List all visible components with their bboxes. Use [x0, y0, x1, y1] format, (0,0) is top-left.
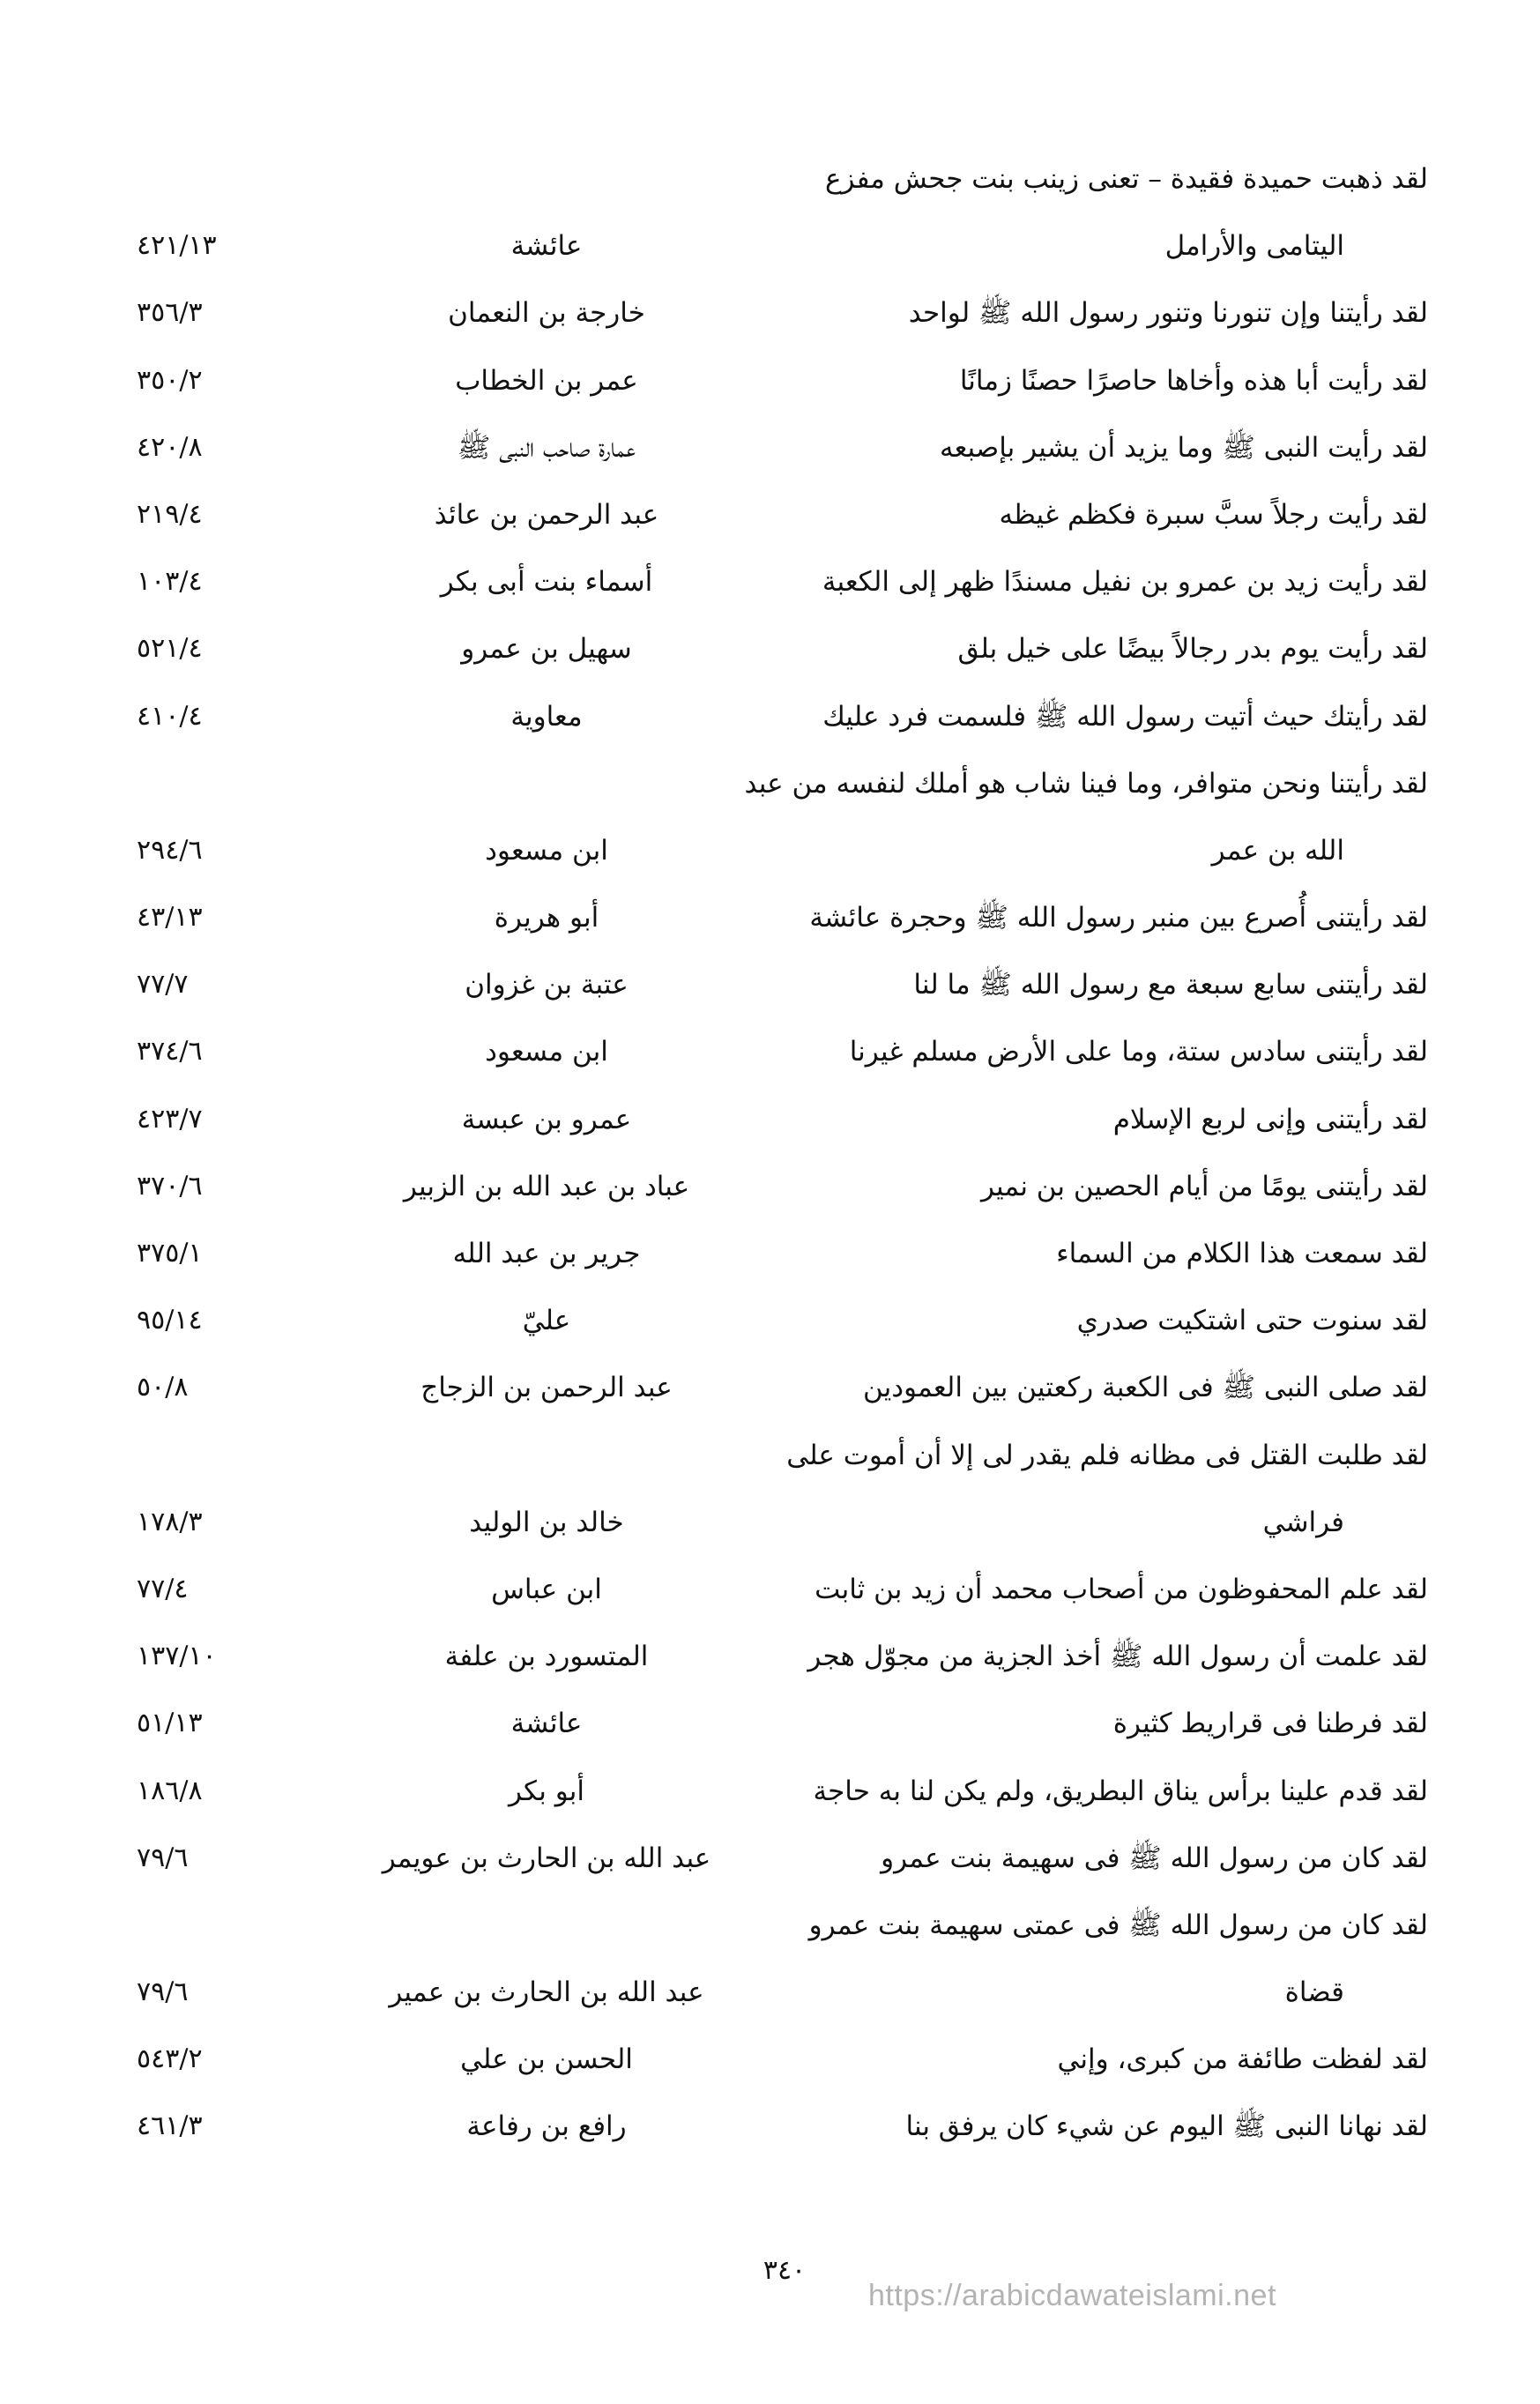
entry-narrator: خارجة بن النعمان [448, 297, 645, 330]
entry-text: لقد كان من رسول الله ﷺ فى عمتى سهيمة بنت عمرو [808, 1909, 1428, 1941]
entry-line [115, 884, 1428, 951]
entry-text: لقد رأيتنى يومًا من أيام الحصين بن نمير [980, 1170, 1428, 1202]
entry-text: لقد نهانا النبى ﷺ اليوم عن شيء كان يرفق بنا [905, 2110, 1428, 2143]
entry-line [115, 145, 1428, 212]
entry-line [115, 1825, 1428, 1892]
entry-line [115, 1623, 1428, 1690]
entry-narrator: أسماء بنت أبى بكر [440, 566, 653, 599]
entry-narrator: عبد الله بن الحارث بن عويمر [382, 1842, 711, 1874]
entry-reference: ٣٥٠/٢ [137, 364, 203, 396]
entry-reference: ١٠٣/٤ [137, 566, 203, 598]
entry-line [115, 1690, 1428, 1757]
entry-narrator: ابن مسعود [485, 1036, 608, 1068]
entry-line [115, 2093, 1428, 2160]
entry-text: لقد رأيتنى أُصرع بين منبر رسول الله ﷺ وحجرة عائشة [809, 902, 1428, 934]
entry-line [115, 1556, 1428, 1623]
entry-reference: ١٨٦/٨ [137, 1775, 203, 1806]
entry-narrator: ابن عباس [491, 1573, 602, 1605]
entry-text: لقد رأيتنى وإنى لربع الإسلام [1112, 1103, 1428, 1135]
entry-text-continuation: قضاة [1284, 1976, 1344, 2009]
entry-text: لقد سنوت حتى اشتكيت صدري [1076, 1305, 1428, 1337]
entry-reference: ٥٢١/٤ [137, 633, 203, 665]
entry-narrator: رافع بن رفاعة [466, 2110, 627, 2143]
entry-narrator: الحسن بن علي [460, 2043, 633, 2076]
entry-line [115, 212, 1428, 279]
entry-text: لقد رأيت رجلاً سبَّ سبرة فكظم غيظه [999, 498, 1428, 531]
entry-line [115, 750, 1428, 817]
entry-line [115, 817, 1428, 884]
entry-reference: ٤٢٣/٧ [137, 1103, 203, 1135]
entry-reference: ٥١/١٣ [137, 1708, 203, 1739]
entry-narrator: عبد الله بن الحارث بن عمير [389, 1976, 704, 2009]
entry-narrator: عمارة صاحب النبى ﷺ [457, 431, 636, 464]
entry-text: لقد رأيت النبى ﷺ وما يزيد أن يشير بإصبعه [939, 431, 1428, 464]
entry-text: لقد قدم علينا برأس يناق البطريق، ولم يكن لنا به حاجة [813, 1775, 1428, 1807]
entry-text: لقد طلبت القتل فى مظانه فلم يقدر لى إلا أن أموت على [786, 1439, 1428, 1471]
entry-reference: ٢٩٤/٦ [137, 834, 203, 866]
entry-line [115, 2026, 1428, 2093]
entry-line [115, 615, 1428, 682]
entry-reference: ١٧٨/٣ [137, 1506, 203, 1537]
entry-line [115, 1758, 1428, 1825]
entry-reference: ٤٢١/١٣ [137, 230, 217, 262]
entry-text: لقد كان من رسول الله ﷺ فى سهيمة بنت عمرو [881, 1842, 1428, 1874]
entry-narrator: المتسورد بن علفة [444, 1641, 649, 1673]
entry-narrator: جرير بن عبد الله [452, 1238, 641, 1269]
entry-reference: ٢١٩/٤ [137, 498, 203, 530]
entry-line [115, 279, 1428, 346]
entry-narrator: خالد بن الوليد [469, 1506, 624, 1538]
entry-text: لقد رأيت يوم بدر رجالاً بيضًا على خيل بلق [957, 633, 1428, 666]
entry-text: لقد صلى النبى ﷺ فى الكعبة ركعتين بين العمودين [862, 1372, 1428, 1404]
entry-text: لقد علمت أن رسول الله ﷺ أخذ الجزية من مجوّل هجر [807, 1641, 1428, 1673]
entry-text-continuation: الله بن عمر [1211, 834, 1344, 867]
entry-line [115, 1892, 1428, 1959]
entry-text: لقد رأيتنا ونحن متوافر، وما فينا شاب هو أملك لنفسه من عبد [744, 767, 1428, 800]
entry-line [115, 1153, 1428, 1220]
entry-reference: ٤٣/١٣ [137, 902, 203, 934]
entry-reference: ٤٦١/٣ [137, 2110, 203, 2142]
entry-narrator: أبو بكر [509, 1775, 584, 1807]
entry-text: لقد لفظت طائفة من كبرى، وإني [1057, 2043, 1428, 2076]
entry-text: لقد رأيت أبا هذه وأخاها حاصرًا حصنًا زمانًا [959, 364, 1428, 397]
entry-reference: ٣٧٤/٦ [137, 1036, 203, 1068]
watermark-url: https://arabicdawateislami.net [868, 2279, 1276, 2312]
entry-narrator: عبد الرحمن بن عائذ [434, 498, 659, 531]
entry-reference: ٤٢٠/٨ [137, 431, 203, 463]
entry-text: لقد فرطنا فى قراريط كثيرة [1112, 1708, 1428, 1740]
entry-line [115, 1354, 1428, 1421]
entry-line [115, 1422, 1428, 1489]
entry-reference: ٤١٠/٤ [137, 700, 203, 732]
entry-narrator: عمرو بن عبسة [461, 1103, 632, 1135]
entry-text: لقد رأيت زيد بن عمرو بن نفيل مسندًا ظهر إلى الكعبة [822, 566, 1428, 599]
entry-reference: ٣٧٥/١ [137, 1238, 203, 1269]
entry-reference: ١٣٧/١٠ [137, 1641, 217, 1672]
entry-line [115, 1086, 1428, 1153]
entry-reference: ٥٤٣/٢ [137, 2043, 203, 2075]
entry-narrator: عليّ [522, 1305, 571, 1337]
entry-text: لقد ذهبت حميدة فقيدة – تعنى زينب بنت جحش مفزع [824, 163, 1428, 195]
entry-narrator: عائشة [510, 230, 583, 263]
entry-narrator: ابن مسعود [485, 834, 608, 867]
entry-reference: ٥٠/٨ [137, 1372, 189, 1403]
entry-line [115, 548, 1428, 615]
entry-reference: ٩٥/١٤ [137, 1305, 203, 1336]
entry-narrator: عائشة [510, 1708, 583, 1740]
entry-narrator: عمر بن الخطاب [455, 364, 638, 397]
entry-text: لقد رأيتك حيث أتيت رسول الله ﷺ فلسمت فرد عليك [822, 700, 1428, 733]
entry-text: لقد علم المحفوظون من أصحاب محمد أن زيد بن ثابت [815, 1573, 1428, 1605]
entry-line [115, 1287, 1428, 1354]
entry-narrator: عبد الرحمن بن الزجاج [420, 1372, 673, 1404]
entry-narrator: عباد بن عبد الله بن الزبير [403, 1170, 690, 1202]
entry-line [115, 481, 1428, 548]
entry-reference: ٣٧٠/٦ [137, 1170, 203, 1202]
entry-text: لقد رأيتنى سابع سبعة مع رسول الله ﷺ ما لنا [913, 969, 1428, 1001]
index-entries [115, 145, 1428, 2161]
entry-line [115, 347, 1428, 414]
entry-line [115, 1018, 1428, 1085]
entry-narrator: معاوية [510, 700, 583, 733]
entry-line [115, 1959, 1428, 2026]
entry-reference: ٣٥٦/٣ [137, 297, 203, 329]
entry-line [115, 1489, 1428, 1556]
entry-reference: ٧٧/٧ [137, 969, 189, 1001]
entry-narrator: أبو هريرة [494, 902, 599, 934]
entry-line [115, 683, 1428, 750]
entry-line [115, 414, 1428, 481]
entry-reference: ٧٩/٦ [137, 1976, 189, 2008]
entry-reference: ٧٧/٤ [137, 1573, 189, 1604]
entry-line [115, 1220, 1428, 1287]
entry-text: لقد سمعت هذا الكلام من السماء [1056, 1238, 1428, 1269]
entry-line [115, 951, 1428, 1018]
entry-text-continuation: فراشي [1262, 1506, 1344, 1538]
entry-text-continuation: اليتامى والأرامل [1164, 230, 1344, 263]
entry-text: لقد رأيتنى سادس ستة، وما على الأرض مسلم غيرنا [849, 1036, 1428, 1068]
entry-narrator: سهيل بن عمرو [461, 633, 632, 666]
entry-reference: ٧٩/٦ [137, 1842, 189, 1873]
entry-text: لقد رأيتنا وإن تنورنا وتنور رسول الله ﷺ لواحد [908, 297, 1428, 330]
entry-narrator: عتبة بن غزوان [465, 969, 629, 1001]
page-number: ٣٤٠ [763, 2255, 807, 2286]
